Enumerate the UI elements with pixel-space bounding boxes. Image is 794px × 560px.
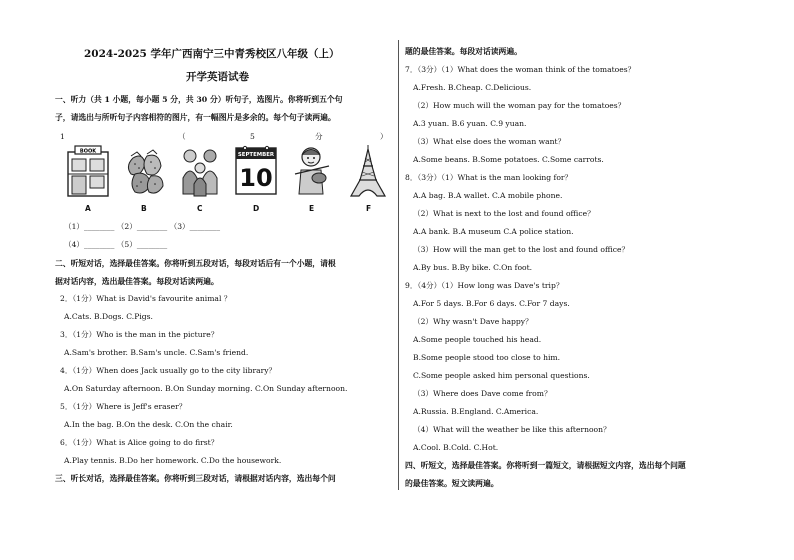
bookstore-picture xyxy=(65,144,111,198)
question-line: （2）How much will the woman pay for the tomatoes？ xyxy=(413,101,626,110)
answer-option: B.Some people stood too close to him. xyxy=(413,353,561,362)
answer-options: A.Fresh. B.Cheap. C.Delicious. xyxy=(413,83,532,92)
section-3-instructions-cont: 题的最佳答案。每段对话读两遍。 xyxy=(405,47,522,56)
section-1-instructions-cont: 子，请选出与所听句子内容相符的图片，有一幅图片是多余的。每个句子读两遍。 xyxy=(55,113,336,122)
answer-options: A.By bus. B.By bike. C.On foot. xyxy=(413,263,533,272)
section-4-instructions-cont: 的最佳答案。短文读两遍。 xyxy=(405,479,499,488)
question-1-unit: 分 xyxy=(315,132,323,141)
eiffel-tower-picture xyxy=(345,144,391,198)
answer-options: A.A bank. B.A museum C.A police station. xyxy=(413,227,574,236)
calendar-picture xyxy=(233,144,279,198)
section-1-instructions: 一、听力（共 1 小题，每小题 5 分，共 30 分）听句子，选图片。你将听到五个句 xyxy=(55,95,343,104)
bookstore-sign-text: BOOK xyxy=(79,148,97,155)
section-4-instructions: 四、听短文，选择最佳答案。你将听到一篇短文，请根据短文内容，选出每个问题 xyxy=(405,461,686,470)
question-line: （2）Why wasn't Dave happy？ xyxy=(413,317,533,326)
section-2-instructions-cont: 据对话内容，选出最佳答案。每段对话读两遍。 xyxy=(55,277,219,286)
question-line: （3）How will the man get to the lost and found office？ xyxy=(413,245,630,254)
answer-options: A.Play tennis. B.Do her homework. C.Do the housework. xyxy=(64,456,282,465)
question-line: 7．（3分）（1）What does the woman think of the tomatoes？ xyxy=(405,65,636,74)
question-line: 9．（4分）（1）How long was Dave's trip？ xyxy=(405,281,564,290)
question-1-score: 5 xyxy=(250,132,255,141)
question-line: 3．（1分）Who is the man in the picture？ xyxy=(60,330,219,339)
question-line: （3）Where does Dave come from？ xyxy=(413,389,552,398)
question-line: （2）What is next to the lost and found office？ xyxy=(413,209,595,218)
answer-blanks-4-5[interactable]: （4）________ （5）________ xyxy=(64,240,168,249)
picture-letter-c: C xyxy=(197,204,203,213)
answer-options: A.For 5 days. B.For 6 days. C.For 7 days. xyxy=(413,299,570,308)
answer-options: A.In the bag. B.On the desk. C.On the chair. xyxy=(64,420,233,429)
answer-option: A.Some people touched his head. xyxy=(413,335,542,344)
answer-options: A.Russia. B.England. C.America. xyxy=(413,407,539,416)
question-line: 5．（1分）Where is Jeff's eraser？ xyxy=(60,402,187,411)
picture-letter-e: E xyxy=(309,204,315,213)
exam-title: 2024-2025 学年广西南宁三中青秀校区八年级（上） xyxy=(84,48,340,60)
question-1-open-paren: （ xyxy=(178,132,186,141)
answer-options: A.On Saturday afternoon. B.On Sunday morning. C.On Sunday afternoon. xyxy=(64,384,348,393)
exam-subtitle: 开学英语试卷 xyxy=(186,71,249,83)
calendar-day-text: 10 xyxy=(239,164,273,192)
answer-options: A.Cool. B.Cold. C.Hot. xyxy=(413,443,499,452)
calendar-month-text: SEPTEMBER xyxy=(237,152,275,158)
answer-options: A.Some beans. B.Some potatoes. C.Some carrots. xyxy=(413,155,604,164)
strawberries-picture xyxy=(121,144,167,198)
picture-letter-a: A xyxy=(85,204,91,213)
answer-blanks-1-3[interactable]: （1）________ （2）________ （3）________ xyxy=(64,222,221,231)
section-2-instructions: 二、听短对话，选择最佳答案。你将听到五段对话，每段对话后有一个小题，请根 xyxy=(55,259,336,268)
violin-boy-picture xyxy=(289,144,335,198)
answer-options: A.Cats. B.Dogs. C.Pigs. xyxy=(64,312,153,321)
question-line: 2．（1分）What is David's favourite animal ？ xyxy=(60,294,232,303)
question-line: 6．（1分）What is Alice going to do first？ xyxy=(60,438,219,447)
question-line: 8．（3分）（1）What is the man looking for？ xyxy=(405,173,573,182)
question-line: （3）What else does the woman want？ xyxy=(413,137,566,146)
question-1-close-paren: ） xyxy=(380,132,388,141)
picture-letter-b: B xyxy=(141,204,147,213)
answer-options: A.3 yuan. B.6 yuan. C.9 yuan. xyxy=(413,119,527,128)
answer-options: A.Sam's brother. B.Sam's uncle. C.Sam's friend. xyxy=(64,348,249,357)
section-3-instructions: 三、听长对话，选择最佳答案。你将听到三段对话，请根据对话内容，选出每个问 xyxy=(55,474,336,483)
question-1-number: 1 xyxy=(60,132,65,141)
family-picture xyxy=(177,144,223,198)
question-line: （4）What will the weather be like this afternoon？ xyxy=(413,425,611,434)
picture-letter-d: D xyxy=(253,204,260,213)
picture-options xyxy=(55,144,395,214)
answer-option: C.Some people asked him personal questions. xyxy=(413,371,590,380)
answer-options: A.A bag. B.A wallet. C.A mobile phone. xyxy=(413,191,563,200)
picture-letter-f: F xyxy=(366,204,372,213)
column-divider xyxy=(398,40,399,490)
question-line: 4．（1分）When does Jack usually go to the city library？ xyxy=(60,366,277,375)
